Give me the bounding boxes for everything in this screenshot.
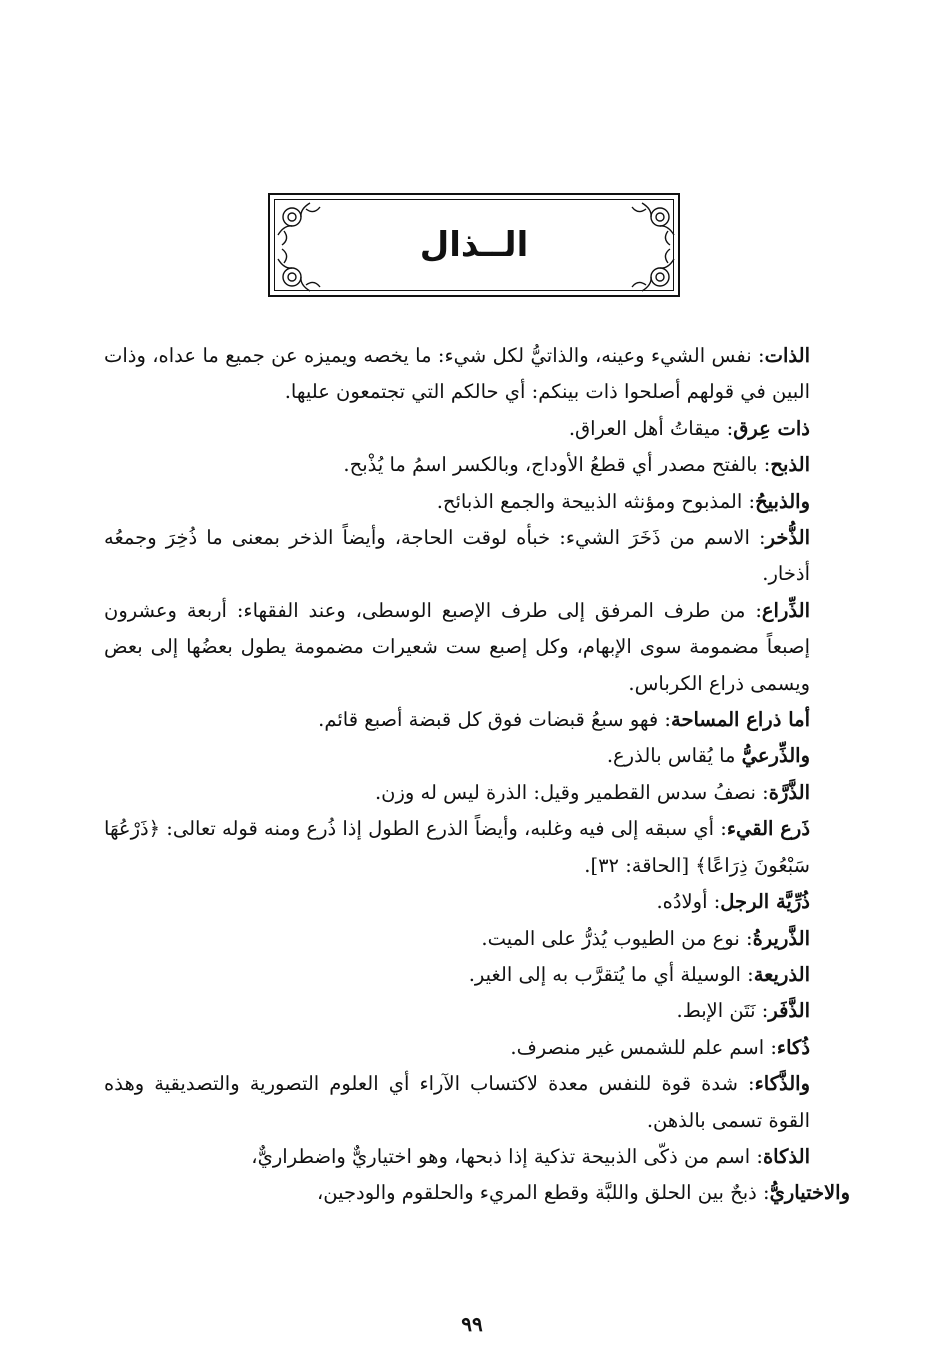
glossary-entry bbox=[104, 411, 850, 447]
entry-term: الذُّخر bbox=[765, 526, 810, 550]
entry-definition: : ذبحٌ بين الحلق واللبَّة وقطع المريء والحلقوم والودجين، bbox=[316, 1181, 770, 1205]
entry-term: والذبيحُ bbox=[755, 489, 810, 513]
glossary-entry bbox=[104, 1030, 850, 1066]
entry-definition: : الاسم من ذَخَرَ الشيء: خبأه لوقت الحاجة، وأيضاً الذخر بمعنى ما ذُخِرَ وجمعُه أذخار. bbox=[104, 526, 810, 586]
entry-definition: : الوسيلة أي ما يُتقرَّب به إلى الغير. bbox=[468, 962, 754, 986]
entry-definition: : نفس الشيء وعينه، والذاتيُّ لكل شيء: ما يخصه ويميزه عن جميع ما عداه، وذات البين في قولهم أصلحوا ذات بينكم: أي حالكم التي تجتمعون عليها. bbox=[104, 344, 810, 404]
entry-term: ذَرع القيء bbox=[726, 817, 811, 841]
glossary-entry bbox=[104, 921, 850, 957]
glossary-entry bbox=[104, 993, 850, 1029]
entry-definition: : نصفُ سدس القطمير وقيل: الذرة ليس له وزن. bbox=[374, 780, 769, 804]
entry-term: والذِّرعيُّ bbox=[741, 744, 810, 768]
entry-term: ذات عِرق bbox=[733, 416, 810, 440]
glossary-entry bbox=[104, 1175, 850, 1211]
glossary-entry bbox=[104, 811, 850, 884]
glossary-body bbox=[104, 338, 850, 1212]
entry-term: الذِّراع bbox=[761, 598, 810, 622]
entry-term: والاختياريُّ bbox=[769, 1181, 850, 1205]
entry-term: الذبح bbox=[770, 453, 810, 477]
glossary-entry bbox=[104, 738, 850, 774]
glossary-entry bbox=[104, 593, 850, 702]
entry-definition: : أولادُه. bbox=[656, 890, 721, 914]
glossary-entry bbox=[104, 957, 850, 993]
glossary-entry bbox=[104, 1139, 850, 1175]
entry-term: الذريعة bbox=[753, 962, 810, 986]
entry-definition: : نَتَن الإبط. bbox=[676, 999, 769, 1023]
glossary-entry bbox=[104, 338, 850, 411]
glossary-entry bbox=[104, 447, 850, 483]
entry-term: والذَّكاء bbox=[754, 1072, 810, 1096]
glossary-entry bbox=[104, 484, 850, 520]
entry-term: الذَّفَر bbox=[768, 999, 810, 1023]
entry-definition: : أي سبقه إلى فيه وغلبه، وأيضاً الذرع الطول إذا ذُرع ومنه قوله تعالى: ﴿ذَرْعُهَا سَبْعُونَ ذِرَاعًا﴾ [الحاقة: ٣٢]. bbox=[104, 817, 810, 877]
entry-term: ذُكاء bbox=[776, 1035, 810, 1059]
entry-definition: : من طرف المرفق إلى طرف الإصبع الوسطى، وعند الفقهاء: أربعة وعشرون إصبعاً مضمومة سوى الإبهام، وكل إصبع ست شعيرات مضمومة يطول بعضُها إلى بعض ويسمى ذراع الكرباس. bbox=[104, 598, 810, 695]
entry-definition: : شدة قوة للنفس معدة لاكتساب الآراء أي العلوم التصورية والتصديقية وهذه القوة تسمى بالذهن. bbox=[104, 1072, 810, 1132]
entry-term: الذكاة bbox=[762, 1144, 810, 1168]
entry-definition: : اسم علم للشمس غير منصرف. bbox=[510, 1035, 777, 1059]
entry-definition: : بالفتح مصدر أي قطعُ الأوداج، وبالكسر اسمُ ما يُذْبح. bbox=[343, 453, 771, 477]
glossary-entry bbox=[104, 775, 850, 811]
entry-term: أما ذراع المساحة bbox=[670, 708, 810, 732]
chapter-heading-frame bbox=[268, 193, 680, 297]
glossary-entry bbox=[104, 884, 850, 920]
entry-term: ذُرِّيَّة الرجل bbox=[720, 890, 810, 914]
glossary-entry bbox=[104, 702, 850, 738]
entry-term: الذَّريرةُ bbox=[752, 926, 810, 950]
glossary-entry bbox=[104, 1066, 850, 1139]
entry-definition: : ميقاتُ أهل العراق. bbox=[568, 416, 734, 440]
entry-definition: : اسم من ذكّى الذبيحة تذكية إذا ذبحها، وهو اختياريٌّ واضطراريٌّ، bbox=[251, 1144, 763, 1168]
page-number: ٩٩ bbox=[461, 1312, 483, 1336]
chapter-title: الــذال bbox=[419, 225, 529, 265]
entry-definition: : نوع من الطيوب يُذرُّ على الميت. bbox=[481, 926, 753, 950]
entry-definition: : المذبوح ومؤنثه الذبيحة والجمع الذبائح. bbox=[436, 489, 756, 513]
glossary-entry bbox=[104, 520, 850, 593]
entry-term: الذات bbox=[764, 344, 810, 367]
entry-term: الذَّرَّة bbox=[768, 780, 810, 804]
entry-definition: ما يُقاس بالذرع. bbox=[606, 744, 742, 768]
entry-definition: : فهو سبعُ قبضات فوق كل قبضة أصبع قائم. bbox=[318, 708, 671, 732]
